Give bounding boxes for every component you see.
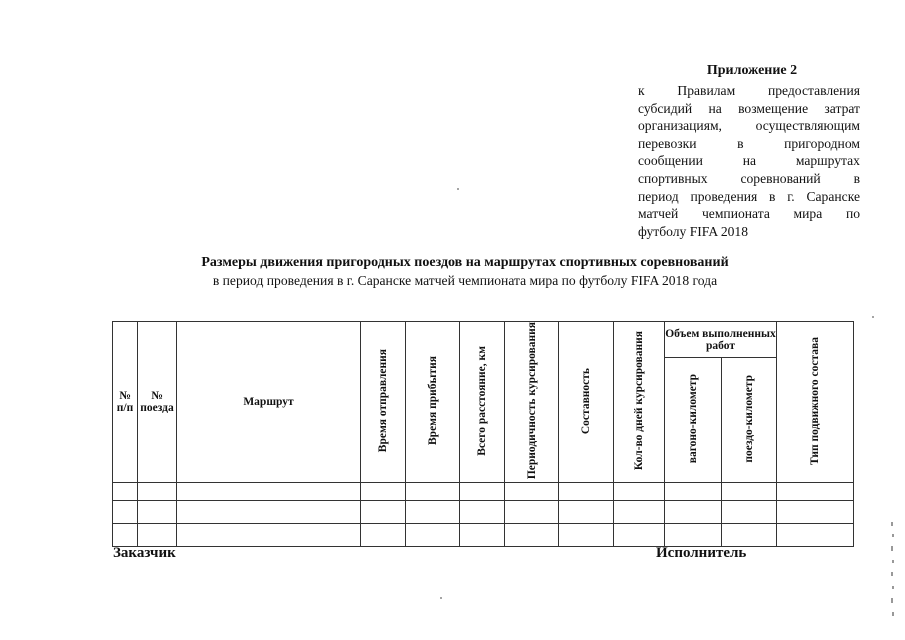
header-arrival: Время прибытия	[406, 322, 460, 483]
scan-speck	[872, 316, 874, 318]
customer-label: Заказчик	[113, 545, 176, 561]
header-train-km: поездо-километр	[722, 358, 777, 483]
header-composition: Составность	[559, 322, 614, 483]
table-cell	[460, 524, 505, 547]
header-days: Кол-во дней курсирования	[614, 322, 665, 483]
appendix-line: организациям, осуществляющим	[638, 118, 860, 134]
table-cell	[559, 524, 614, 547]
header-num: № п/п	[113, 322, 138, 483]
table-cell	[722, 483, 777, 501]
table-cell	[665, 501, 722, 524]
header-volume: Объем выполненных работ	[665, 322, 777, 358]
scan-speck	[440, 597, 442, 599]
table-cell	[113, 501, 138, 524]
appendix-line: сообщении на маршрутах	[638, 153, 860, 169]
table-cell	[361, 483, 406, 501]
table-cell	[614, 524, 665, 547]
contractor-label: Исполнитель	[656, 545, 747, 561]
table-cell	[113, 524, 138, 547]
appendix-body	[638, 82, 860, 240]
table-cell	[505, 524, 559, 547]
appendix-line: перевозки в пригородном	[638, 135, 860, 151]
table-cell	[559, 483, 614, 501]
table-cell	[406, 501, 460, 524]
table-cell	[505, 483, 559, 501]
table-cell	[113, 483, 138, 501]
margin-marks	[886, 520, 898, 620]
table-cell	[614, 501, 665, 524]
appendix-line: субсидий на возмещение затрат	[638, 100, 860, 116]
table-cell	[177, 524, 361, 547]
table-cell	[777, 501, 854, 524]
appendix-line: к Правилам предоставления	[638, 83, 860, 98]
table-cell	[460, 483, 505, 501]
appendix-line: матчей чемпионата мира по	[638, 206, 861, 222]
table-cell	[722, 524, 777, 547]
document-title: Размеры движения пригородных поездов на маршрутах спортивных соревнований	[201, 255, 729, 270]
table-cell	[138, 501, 177, 524]
appendix-title: Приложение 2	[706, 63, 798, 78]
table-cell	[177, 501, 361, 524]
table-row	[113, 524, 854, 547]
table-cell	[665, 524, 722, 547]
header-train: № поезда	[138, 322, 177, 483]
table-cell	[138, 524, 177, 547]
appendix-line: спортивных соревнований в	[638, 170, 860, 186]
document-subtitle: в период проведения в г. Саранске матчей чемпионата мира по футболу FIFA 2018 года	[212, 273, 718, 288]
table-cell	[460, 501, 505, 524]
header-departure: Время отправления	[361, 322, 406, 483]
table-cell	[361, 501, 406, 524]
table-cell	[361, 524, 406, 547]
scan-speck	[457, 188, 459, 190]
header-frequency: Периодичность курсирования	[505, 322, 559, 483]
header-distance: Всего расстояние, км	[460, 322, 505, 483]
train-schedule-table	[112, 321, 854, 547]
table-cell	[138, 483, 177, 501]
table-row	[113, 501, 854, 524]
header-rolling-stock: Тип подвижного состава	[777, 322, 854, 483]
table-cell	[777, 483, 854, 501]
table-row	[113, 483, 854, 501]
table-cell	[406, 483, 460, 501]
table-cell	[777, 524, 854, 547]
header-route: Маршрут	[177, 322, 361, 483]
table-cell	[722, 501, 777, 524]
table-cell	[614, 483, 665, 501]
table-cell	[559, 501, 614, 524]
table-cell	[406, 524, 460, 547]
table-cell	[177, 483, 361, 501]
table-cell	[665, 483, 722, 501]
appendix-line: период проведения в г. Саранске	[638, 188, 860, 204]
table-cell	[505, 501, 559, 524]
appendix-line: футболу FIFA 2018	[638, 223, 749, 239]
header-wagon-km: вагоно-километр	[665, 358, 722, 483]
